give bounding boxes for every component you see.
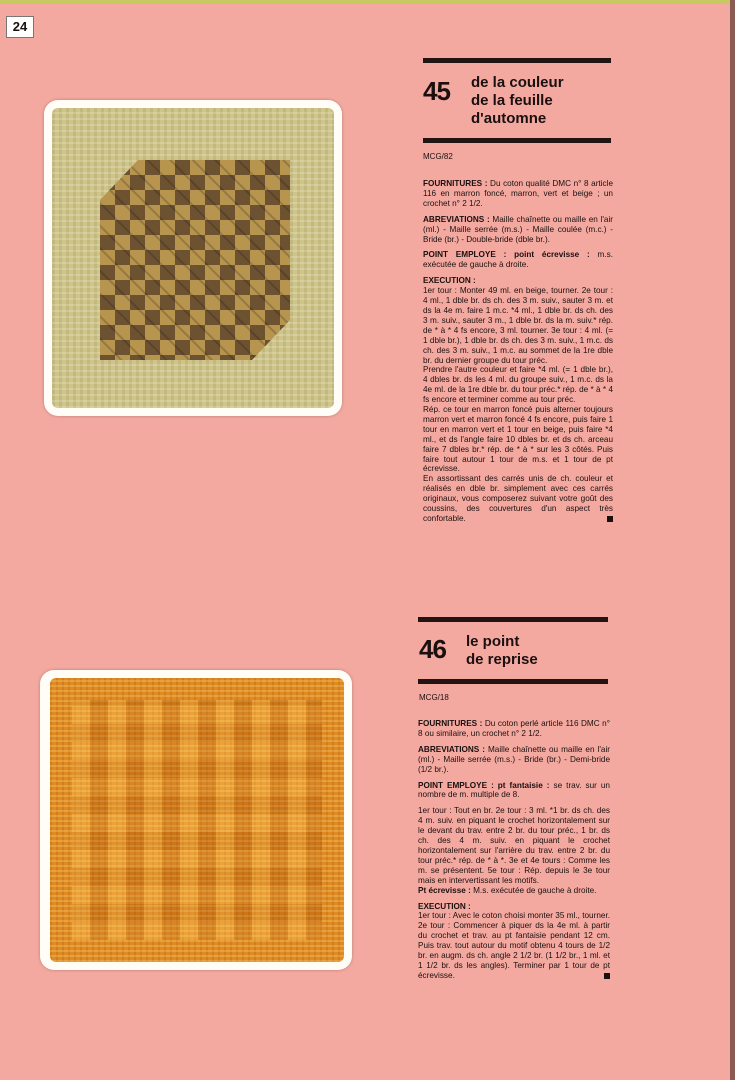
crochet-square-46-image [50,678,344,962]
pattern-code-46: MCG/18 [419,693,449,702]
pattern-title-46: le point de reprise [466,633,538,668]
tours-46: 1er tour : Tout en br. 2e tour : 3 ml. *1 br. ds ch. des 4 m. suiv. en piquant le crochet horizontalement sur le devant du trav. entre 2 br. du tour préc., 1 br. ds ch. des 4 m. suiv. en piquant le crochet horizontalement sur l'arrière du trav. entre 2 br. du tour préc.* rép. de * à *. 3e et 4e tours : Comme les m. se présentent. 5e tour : Rép. depuis le 3e tour mais en intervertissant les motifs. [418,806,610,885]
woven-pattern [72,700,322,940]
end-mark-46 [604,973,610,979]
execution-45-para-4: En assortissant des carrés unis de ch. couleur et réalisés en dble br. simplement avec ces carrés originaux, vous composerez suivant votre goût des coussins, des couvertures d'un aspect très confortable. [423,474,613,523]
point-employe-46: POINT EMPLOYE : pt fantaisie : se trav. sur un nombre de m. multiple de 8. [418,780,610,800]
header-bar-bottom-46 [418,679,608,684]
checker-pattern [100,160,290,360]
ecrevisse-46: Pt écrevisse : M.s. exécutée de gauche à droite. [418,885,597,895]
pattern-number-46: 46 [419,634,446,664]
fournitures-46: FOURNITURES : Du coton perlé article 116 DMC n° 8 ou similaire, un crochet n° 2 1/2. [418,719,611,738]
pattern-text-46 [418,719,610,981]
point-employe-45: POINT EMPLOYE : point écrevisse : m.s. exécutée de gauche à droite. [423,250,613,270]
header-bar-bottom-45 [423,138,611,143]
header-bar-top-45 [423,58,611,63]
execution-45-para-2: Prendre l'autre couleur et faire *4 ml. (= 1 dble br.), 4 dbles br. ds les 4 ml. du groupe suiv., 1 m.c. ds la 4e ml. de la 1re dble br. du tour préc.* rép. de * à * 4 fs encore et terminer comme au tour préc. [423,365,613,405]
pattern-number-45: 45 [423,76,450,106]
page-number: 24 [6,16,34,38]
abreviations-45: ABREVIATIONS : Maille chaînette ou maille en l'air (ml.) - Maille serrée (m.s.) - Maille coulée (m.c.) - Bride (br.) - Double-bride (dble br.). [423,214,614,244]
execution-46: EXECUTION : 1er tour : Avec le coton choisi monter 35 ml., tourner. 2e tour : Commencer à piquer ds la 4e ml. à partir du crochet et trav. au pt fantaisie pendant 12 cm. Puis trav. tout autour du motif obtenu 4 tours de 1/2 br. en augm. ds ch. angle 2 1/2 br. (1 1/2 br., 1 ml. et 1 1/2 br. ds les angles). Terminer par 1 tour de pt écrevisse. [418,901,610,980]
execution-45-para-3: Rép. ce tour en marron foncé puis alterner toujours marron vert et marron foncé 4 fs encore, puis faire 1 tour en marron vert et 1 tour en beige, puis faire *4 ml., et ds l'angle faire 10 dbles br. et ds ch. arceau faire 7 dbles br.* rép. de * à * sur les 3 côtés. Puis faire tout autour 1 tour de m.s. et 1 tour de pt écrevisse. [423,405,613,474]
pattern-code-45: MCG/82 [423,152,453,161]
page-edge [730,0,735,1080]
crochet-square-45-image [52,108,334,408]
pattern-title-45: de la couleur de la feuille d'automne [471,74,564,127]
top-border [0,0,735,4]
fournitures-45: FOURNITURES : Du coton qualité DMC n° 8 article 116 en marron foncé, marron, vert et beige ; un crochet n° 2 1/2. [423,179,613,208]
abreviations-46: ABREVIATIONS : Maille chaînette ou maille en l'air (ml.) - Maille serrée (m.s.) - Bride (br.) - Demi-bride (1/2 br.). [418,744,610,774]
pattern-text-45 [423,179,613,524]
header-bar-top-46 [418,617,608,622]
execution-45: EXECUTION : 1er tour : Monter 49 ml. en beige, tourner. 2e tour : 4 ml., 1 dble br. ds ch. des 3 m. suiv., sauter 3 m. et ds la 4e m. faire 1 m.c. *4 ml., 1 dble br. ds ch. des 3 m. suiv., sauter 3 m., 1 dble br. ds la m. suiv.* rép. de * à * 4 fs encore, 3 ml. tourner. 3e tour : 4 ml. (= 1 dble br.), 1 dble br. ds ch. des 3 m. suiv., 1 m.c. ds ch. des 3 m. suiv., 1 m.c. au sommet de la 1re dble br. du dernier groupe du tour préc. Prendre l'autre couleur et faire *4 ml. (= 1 dble br.), 4 dbles br. ds les 4 ml. du groupe suiv., 1 m.c. ds la 4e ml. de la 1re dble br. du tour préc.* rép. de * à * 4 fs encore et terminer comme au tour préc. Rép. ce tour en marron foncé puis alterner toujours marron vert et marron foncé 4 fs encore, puis faire 1 tour en marron vert et 1 tour en beige, puis faire *4 ml., et ds l'angle faire 10 dbles br. et ds ch. arceau faire 7 dbles br.* rép. de * à * sur les 3 côtés. Puis faire tout autour 1 tour de m.s. et 1 tour de pt écrevisse. En assortissant des carrés unis de ch. couleur et réalisés en dble br. simplement avec ces carrés originaux, vous composerez suivant votre goût des coussins, des couvertures d'un aspect très confortable. [423,276,613,523]
execution-45-para-1: 1er tour : Monter 49 ml. en beige, tourner. 2e tour : 4 ml., 1 dble br. ds ch. des 3 m. suiv., sauter 3 m. et ds la 4e m. faire 1 m.c. *4 ml., 1 dble br. ds ch. des 3 m. suiv., sauter 3 m., 1 dble br. ds la m. suiv.* rép. de * à * 4 fs encore, 3 ml. tourner. 3e tour : 4 ml. (= 1 dble br.), 1 dble br. ds ch. des 3 m. suiv., 1 m.c. ds ch. des 3 m. suiv., 1 m.c. au sommet de la 1re dble br. du dernier groupe du tour préc. [423,286,613,365]
end-mark-45 [607,516,613,522]
